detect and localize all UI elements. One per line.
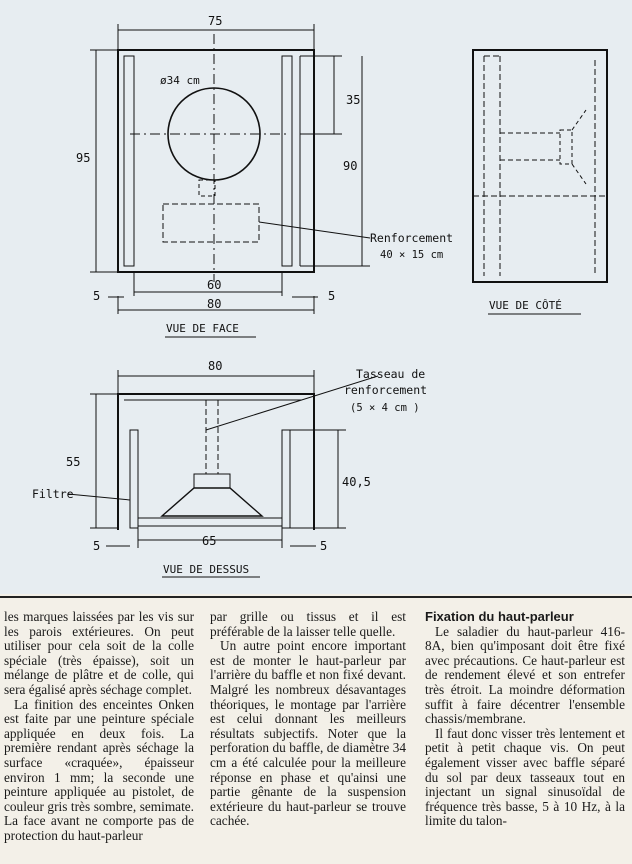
top-width-label: 80 [208, 359, 223, 373]
top-side-left-label: 5 [93, 539, 101, 553]
paragraph: La finition des enceintes Onken est faite par une peinture spéciale appliquée en deux fois. La première rendant après séchage la surface «craquée», épaisseur environ 1 mm; la seconde une peinture appliquée au pistolet, de couleur gris très sombre, semimate. La face avant ne comporte pas de protection du haut-parleur [4, 696, 194, 843]
front-35-label: 35 [346, 93, 361, 107]
paragraph: Il faut donc visser très lentement et petit à petit chaque vis. On peut également visser avec baffle séparé du sol par deux tasseaux tout en injectant un signal sinusoïdal de fréquence très basse, 5 à 10 Hz, à la limite du talon- [425, 725, 625, 829]
top-inner-depth-label: 40,5 [342, 475, 371, 489]
cleat-label-1: Tasseau de [356, 367, 426, 381]
front-height-right-label: 90 [343, 159, 358, 173]
side-view-caption: VUE DE CÔTÉ [489, 299, 562, 312]
section-heading: Fixation du haut-parleur [425, 609, 574, 624]
cleat-size-label: (5 × 4 cm ) [350, 402, 420, 414]
top-side-right-label: 5 [320, 539, 328, 553]
front-view-caption: VUE DE FACE [166, 322, 239, 335]
separator-rule [0, 596, 632, 598]
reinforcement-label: Renforcement [370, 231, 454, 245]
front-height-left-label: 95 [76, 151, 91, 165]
article-column-2 [210, 610, 406, 829]
paragraph: les marques laissées par les vis sur les parois extérieures. On peut utiliser pour cela soit de la colle spéciale (très épaisse), soit un mélange de plâtre et de colle, qui sera égalisé après séchage complet. [4, 609, 194, 697]
top-depth-label: 55 [66, 455, 81, 469]
article-column-1 [4, 610, 194, 844]
paragraph: Le saladier du haut-parleur 416-8A, bien qu'imposant doit être fixé avec précautions. Ce haut-parleur est de rendement élevé et son entrefer très étroit. La moindre déformation suffit à faire décentrer l'ensemble chassis/membrane. [425, 623, 625, 727]
side-view [473, 50, 607, 314]
front-diameter-label: ø34 cm [160, 74, 200, 87]
reinforcement-size-label: 40 × 15 cm [380, 249, 444, 261]
front-width-top-label: 75 [208, 14, 223, 28]
front-outer-width-label: 80 [207, 297, 222, 311]
front-inner-width-label: 60 [207, 278, 222, 292]
top-view-caption: VUE DE DESSUS [163, 563, 250, 576]
top-view [68, 370, 378, 577]
cleat-label-2: renforcement [344, 383, 428, 397]
paragraph: Un autre point encore important est de monter le haut-parleur par l'arrière du baffle et non fixé devant. Malgré les nombreux désavantages théoriques, le montage par l'arrière est celui donnant les meilleurs résultats subjectifs. Noter que la perforation du baffle, de diamètre 34 cm a été calculée pour la meilleure réponse en phase et qu'ainsi une partie gênante de la suspension extérieure du haut-parleur se trouve cachée. [210, 638, 406, 829]
article-column-3 [425, 610, 625, 829]
filter-label: Filtre [32, 487, 74, 501]
top-inner-width-label: 65 [202, 534, 217, 548]
paragraph: par grille ou tissus et il est préférable de la laisser telle quelle. [210, 609, 406, 639]
front-side-left-label: 5 [93, 289, 101, 303]
front-side-right-label: 5 [328, 289, 336, 303]
